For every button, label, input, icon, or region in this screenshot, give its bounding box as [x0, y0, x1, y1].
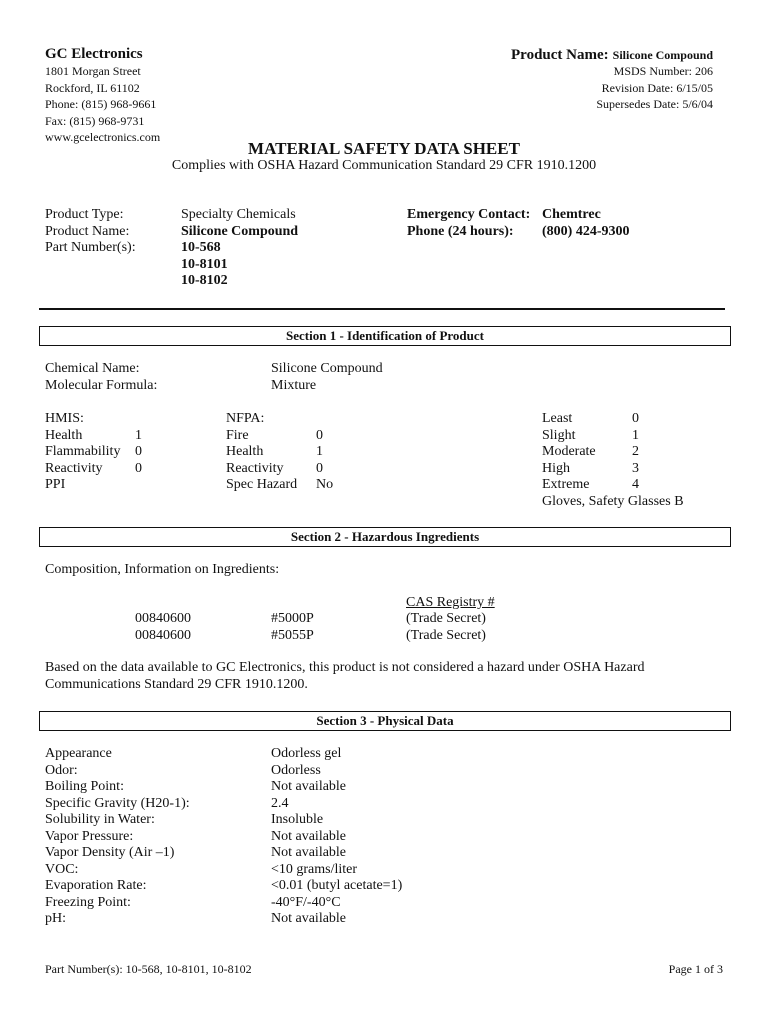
scale-value: 0 [632, 411, 639, 426]
product-name-value: Silicone Compound [181, 223, 299, 239]
hazard-statement-line: Communications Standard 29 CFR 1910.1200. [45, 676, 308, 692]
chemical-name-label: Chemical Name: [45, 361, 140, 376]
physical-label: Appearance [45, 746, 112, 761]
physical-value: Not available [271, 911, 347, 926]
physical-data-values [271, 746, 402, 928]
nfpa-value: 0 [316, 460, 323, 476]
scale-label: Extreme [542, 477, 590, 492]
emergency-contact-value: Chemtrec [542, 207, 601, 222]
ingredient-code: 00840600 [135, 627, 191, 643]
hmis-value: 0 [135, 444, 142, 459]
ingredient-code: 00840600 [135, 611, 191, 626]
physical-value: -40°F/-40°C [271, 894, 341, 910]
product-type-label: Product Type: [45, 207, 124, 222]
physical-value: Not available [271, 845, 347, 860]
physical-label: Odor: [45, 762, 78, 778]
footer-part-numbers: Part Number(s): 10-568, 10-8101, 10-8102 [45, 962, 252, 976]
fax-line: Fax: (815) 968-9731 [45, 113, 145, 128]
nfpa-label: Fire [226, 427, 249, 443]
nfpa-value: 0 [316, 427, 323, 443]
scale-value: 2 [632, 444, 639, 459]
nfpa-label: Spec Hazard [226, 477, 298, 492]
molecular-formula-label: Molecular Formula: [45, 377, 158, 393]
hazard-statement [45, 660, 644, 693]
scale-label: High [542, 460, 570, 476]
physical-value: <0.01 (butyl acetate=1) [271, 878, 403, 893]
hmis-label: PPI [45, 477, 66, 492]
nfpa-label: Reactivity [226, 460, 284, 476]
ingredient-codes [135, 611, 191, 644]
revision-date: Revision Date: 6/15/05 [601, 80, 713, 95]
ingredient-cas-value: (Trade Secret) [406, 627, 486, 643]
part-number: 10-8101 [181, 256, 228, 272]
ingredient-cas-value: (Trade Secret) [406, 611, 486, 626]
ingredient-cas [406, 611, 486, 644]
document-subtitle: Complies with OSHA Hazard Communication Standard 29 CFR 1910.1200 [171, 158, 597, 173]
section1-heading: Section 1 - Identification of Product [39, 326, 731, 346]
scale-value: 1 [632, 427, 639, 443]
scale-value: 3 [632, 460, 639, 476]
nfpa-label: Health [226, 444, 264, 459]
physical-value: Not available [271, 828, 347, 844]
part-number: 10-568 [181, 240, 221, 255]
part-number: 10-8102 [181, 273, 228, 288]
hmis-label: Health [45, 427, 83, 443]
product-name-value: Silicone Compound [612, 48, 713, 62]
ingredient-parts [271, 611, 314, 644]
nfpa-heading: NFPA: [226, 411, 265, 426]
nfpa-value: 1 [316, 444, 323, 459]
physical-label: pH: [45, 911, 66, 926]
section1-id-labels [45, 361, 157, 394]
chemical-name-value: Silicone Compound [271, 361, 383, 376]
physical-value: Odorless [271, 762, 321, 778]
document-title: MATERIAL SAFETY DATA SHEET [248, 139, 520, 158]
supersedes-date: Supersedes Date: 5/6/04 [596, 97, 713, 111]
company-address [45, 64, 160, 147]
physical-value: Odorless gel [271, 746, 342, 761]
part-numbers-label: Part Number(s): [45, 240, 136, 255]
physical-label: Solubility in Water: [45, 812, 155, 827]
msds-number: MSDS Number: 206 [613, 64, 713, 78]
company-name: GC Electronics [45, 46, 143, 62]
divider-rule [39, 308, 725, 310]
section3-heading: Section 3 - Physical Data [39, 711, 731, 731]
section1-id-values [271, 361, 383, 394]
ingredient-part: #5055P [271, 627, 314, 643]
hmis-label: Reactivity [45, 460, 103, 476]
hazard-scale-values [632, 411, 639, 494]
website-line: www.gcelectronics.com [45, 130, 161, 144]
hmis-heading: HMIS: [45, 411, 84, 426]
scale-label: Least [542, 411, 573, 426]
hmis-label: Flammability [45, 444, 121, 459]
hmis-labels [45, 411, 120, 494]
physical-value: Insoluble [271, 812, 324, 827]
nfpa-values [316, 411, 333, 494]
phone-label: Phone (24 hours): [407, 223, 514, 239]
emergency-contact-label: Emergency Contact: [407, 207, 531, 222]
physical-label: Boiling Point: [45, 779, 124, 794]
physical-label: Evaporation Rate: [45, 878, 147, 893]
ppe-note: Gloves, Safety Glasses B [542, 493, 684, 509]
header-meta [596, 64, 713, 114]
emergency-labels [407, 207, 530, 240]
physical-label: Vapor Pressure: [45, 828, 134, 844]
physical-label: VOC: [45, 861, 79, 877]
physical-value: <10 grams/liter [271, 861, 358, 877]
hazard-statement-line: Based on the data available to GC Electronics, this product is not considered a hazard under OSHA Hazard [45, 660, 645, 675]
physical-value: 2.4 [271, 795, 289, 811]
product-name-label: Product Name: [45, 223, 130, 239]
hmis-value [135, 477, 142, 494]
product-name-label: Product Name: [511, 47, 609, 63]
cas-header: CAS Registry # [406, 595, 495, 610]
physical-label: Freezing Point: [45, 894, 131, 910]
physical-value: Not available [271, 779, 347, 794]
section2-heading: Section 2 - Hazardous Ingredients [39, 527, 731, 547]
phone-line: Phone: (815) 968-9661 [45, 97, 157, 111]
emergency-phone-value: (800) 424-9300 [542, 223, 630, 239]
product-type-value: Specialty Chemicals [181, 207, 296, 222]
header-product-name [511, 46, 713, 64]
product-info-values [181, 207, 298, 290]
nfpa-value: No [316, 477, 334, 492]
hazard-scale-labels [542, 411, 684, 510]
physical-data-labels [45, 746, 190, 928]
scale-value: 4 [632, 477, 639, 492]
address-line: Rockford, IL 61102 [45, 80, 140, 95]
hmis-value: 1 [135, 427, 142, 443]
address-line: 1801 Morgan Street [45, 64, 141, 78]
physical-label: Specific Gravity (H20-1): [45, 795, 190, 811]
nfpa-labels [226, 411, 297, 494]
physical-label: Vapor Density (Air –1) [45, 845, 175, 860]
scale-label: Slight [542, 427, 576, 443]
composition-intro: Composition, Information on Ingredients: [45, 562, 280, 577]
product-info-labels [45, 207, 136, 257]
hmis-value: 0 [135, 460, 142, 476]
scale-label: Moderate [542, 444, 596, 459]
ingredient-part: #5000P [271, 611, 314, 626]
emergency-values [542, 207, 630, 240]
hmis-values [135, 411, 142, 494]
molecular-formula-value: Mixture [271, 377, 317, 393]
footer-page-number: Page 1 of 3 [668, 962, 723, 976]
